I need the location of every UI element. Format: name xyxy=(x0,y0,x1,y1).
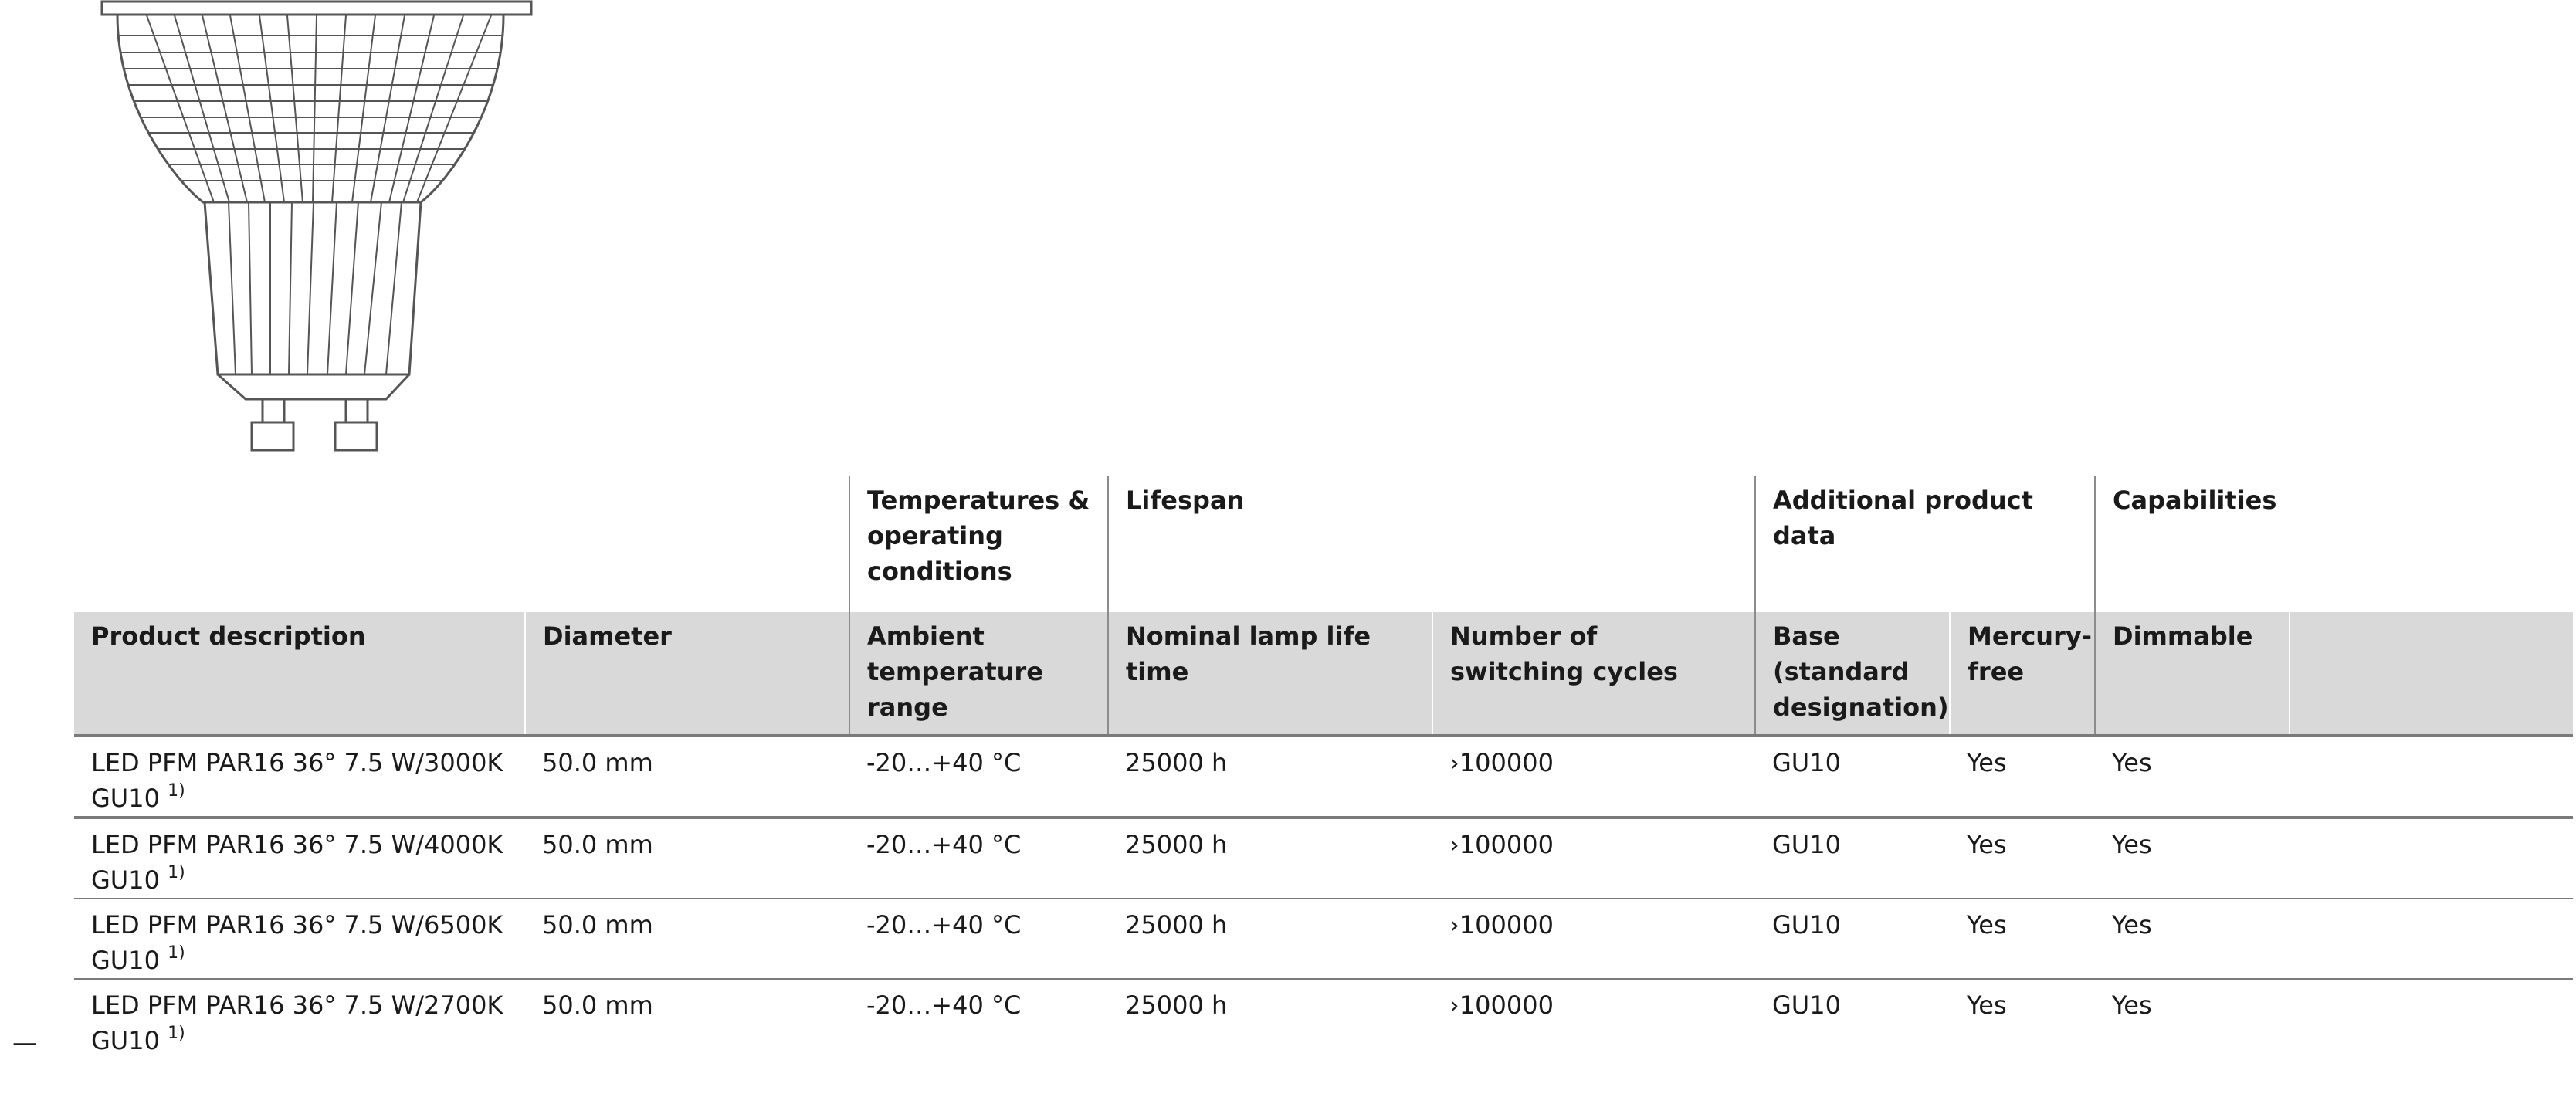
cell-product-description xyxy=(74,899,525,979)
cell-empty xyxy=(2290,899,2573,979)
cell-product-description xyxy=(74,818,525,899)
column-header-empty xyxy=(2290,612,2573,736)
cell-ambient-temperature: -20…+40 °C xyxy=(849,899,1108,979)
column-header-diameter: Diameter xyxy=(525,612,849,736)
cell-product-description xyxy=(74,979,525,1058)
product-name: LED PFM PAR16 36° 7.5 W/2700K GU10 xyxy=(91,990,503,1055)
cell-dimmable: Yes xyxy=(2095,899,2290,979)
table-row xyxy=(74,899,2573,979)
group-header-empty xyxy=(525,476,849,612)
cell-mercury-free: Yes xyxy=(1950,818,2095,899)
product-name: LED PFM PAR16 36° 7.5 W/6500K GU10 xyxy=(91,910,503,975)
cell-dimmable: Yes xyxy=(2112,990,2152,1020)
column-header-ambient-temperature: Ambient temperature range xyxy=(849,612,1108,736)
cell-ambient-temperature: -20…+40 °C xyxy=(866,990,1022,1020)
table-row xyxy=(74,818,2573,899)
cell-ambient-temperature: -20…+40 °C xyxy=(849,818,1108,899)
product-specification-table xyxy=(74,476,2573,1058)
cell-dimmable: Yes xyxy=(2095,818,2290,899)
footnote-marker: 1) xyxy=(168,1024,185,1043)
cell-base: GU10 xyxy=(1755,899,1950,979)
cell-base: GU10 xyxy=(1772,990,1841,1020)
column-header-product-description: Product description xyxy=(74,612,525,736)
cell-base: GU10 xyxy=(1755,736,1950,818)
group-header-row xyxy=(74,476,2573,612)
cell-mercury-free: Yes xyxy=(1950,736,2095,818)
column-header-nominal-life: Nominal lamp life time xyxy=(1108,612,1432,736)
cell-switching-cycles: ›100000 xyxy=(1449,990,1554,1020)
column-header-switching-cycles: Number of switching cycles xyxy=(1432,612,1755,736)
footnote-marker: 1) xyxy=(168,781,185,801)
cell-empty xyxy=(2290,736,2573,818)
cell-switching-cycles: ›100000 xyxy=(1432,818,1755,899)
cell-dimmable: Yes xyxy=(2095,736,2290,818)
gu10-lamp-drawing xyxy=(99,0,536,455)
cell-empty xyxy=(2290,818,2573,899)
cell-diameter: 50.0 mm xyxy=(542,990,653,1020)
table-row xyxy=(74,736,2573,818)
cell-product-description xyxy=(74,736,525,818)
cell-switching-cycles: ›100000 xyxy=(1432,899,1755,979)
column-header-row xyxy=(74,612,2573,736)
group-header-empty xyxy=(2290,476,2573,612)
cell-ambient-temperature: -20…+40 °C xyxy=(849,736,1108,818)
cell-base: GU10 xyxy=(1755,818,1950,899)
column-header-base: Base (standard designation) xyxy=(1755,612,1950,736)
cell-nominal-life: 25000 h xyxy=(1108,899,1432,979)
group-header-capabilities: Capabilities xyxy=(2095,476,2290,612)
cell-nominal-life: 25000 h xyxy=(1125,990,1228,1020)
cell-diameter: 50.0 mm xyxy=(525,818,849,899)
cell-diameter: 50.0 mm xyxy=(525,899,849,979)
group-header-additional-product-data: Additional product data xyxy=(1755,476,2095,612)
cell-nominal-life: 25000 h xyxy=(1108,818,1432,899)
cell-empty xyxy=(2290,979,2573,1058)
cell-nominal-life: 25000 h xyxy=(1108,736,1432,818)
margin-dash: — xyxy=(12,1028,37,1057)
column-header-mercury-free: Mercury-free xyxy=(1950,612,2095,736)
cell-switching-cycles: ›100000 xyxy=(1432,736,1755,818)
product-name: LED PFM PAR16 36° 7.5 W/4000K GU10 xyxy=(91,830,503,895)
footnote-marker: 1) xyxy=(168,863,185,882)
group-header-empty xyxy=(74,476,525,612)
column-header-dimmable: Dimmable xyxy=(2095,612,2290,736)
group-header-lifespan: Lifespan xyxy=(1108,476,1755,612)
cell-mercury-free: Yes xyxy=(1950,899,2095,979)
table-row xyxy=(74,979,2573,1058)
cell-diameter: 50.0 mm xyxy=(525,736,849,818)
footnote-marker: 1) xyxy=(168,943,185,963)
product-name: LED PFM PAR16 36° 7.5 W/3000K GU10 xyxy=(91,748,503,813)
group-header-temperatures: Temperatures & operating conditions xyxy=(849,476,1108,612)
cell-mercury-free: Yes xyxy=(1967,990,2007,1020)
